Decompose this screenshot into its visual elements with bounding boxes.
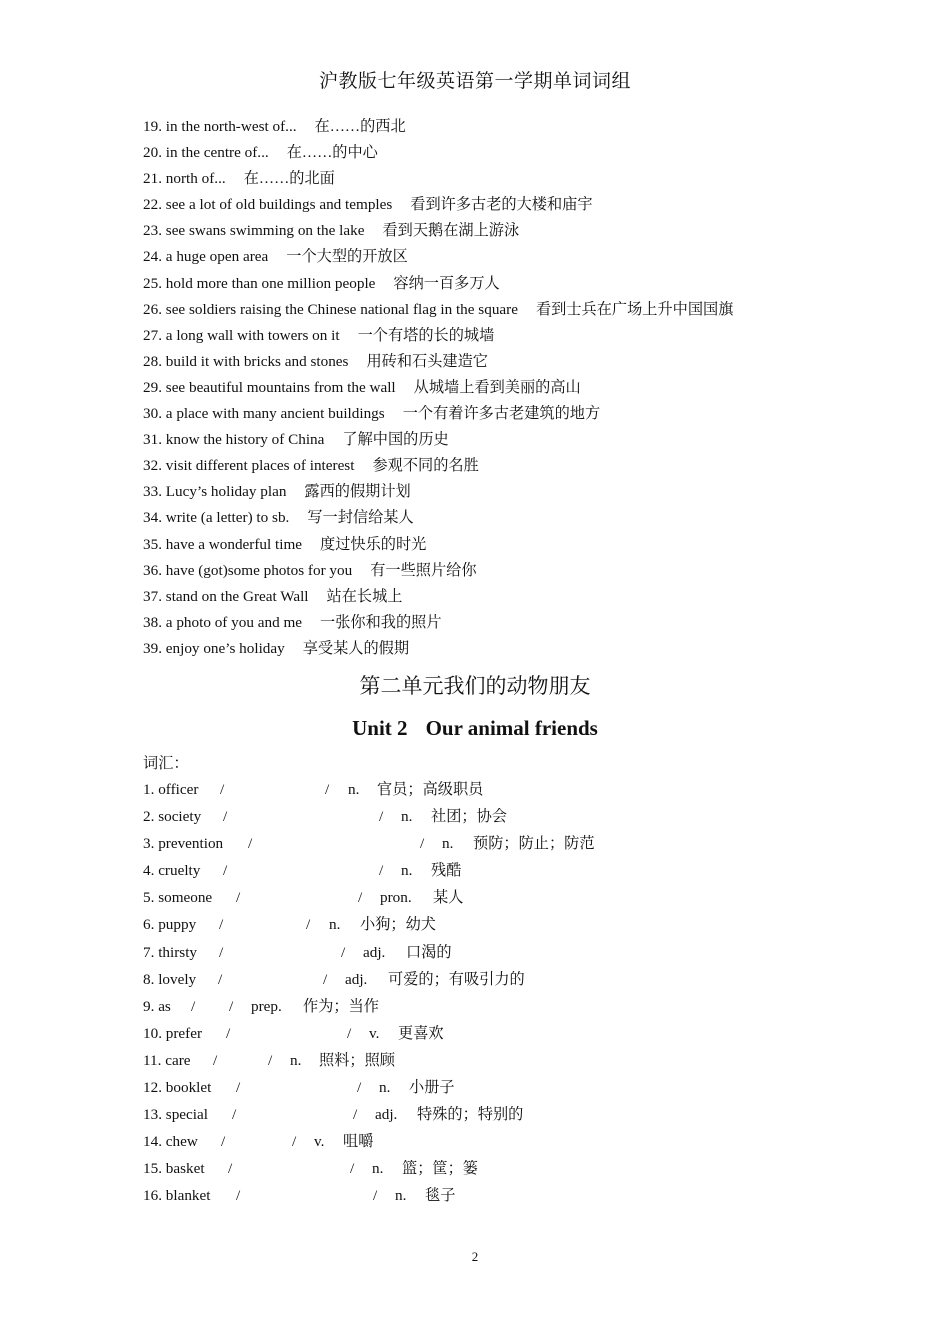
vocab-pos: n. <box>442 835 454 853</box>
vocab-meaning: 小册子 <box>409 1079 455 1097</box>
vocab-word: 11. care <box>143 1051 191 1069</box>
vocab-pos: pron. <box>380 889 412 907</box>
phrase-row <box>143 375 903 401</box>
vocab-word: 14. chew <box>143 1133 198 1151</box>
unit-title-en <box>0 716 950 741</box>
phrase-cn: 一个有着许多古老建筑的地方 <box>402 405 601 423</box>
phrase-cn: 容纳一百多万人 <box>393 274 500 292</box>
phrase-en: 28. build it with bricks and stones <box>143 352 349 370</box>
unit-number: Unit 2 <box>352 716 408 740</box>
unit-name: Our animal friends <box>425 716 598 740</box>
phrase-cn: 参观不同的名胜 <box>372 457 479 475</box>
vocab-slash-close: / <box>379 808 384 826</box>
phrase-en: 21. north of... <box>143 170 226 188</box>
vocab-pos: n. <box>372 1160 384 1178</box>
phrase-en: 33. Lucy’s holiday plan <box>143 483 287 501</box>
vocab-word: 10. prefer <box>143 1024 203 1042</box>
phrase-row <box>143 610 903 636</box>
vocab-slash-close: / <box>358 889 363 907</box>
vocab-slash-close: / <box>268 1051 273 1069</box>
vocab-meaning: 某人 <box>433 889 464 907</box>
vocab-slash-close: / <box>350 1160 355 1178</box>
phrase-row <box>143 558 903 584</box>
phrase-cn: 用砖和石头建造它 <box>366 352 488 370</box>
vocab-pos: n. <box>401 808 413 826</box>
phrase-row <box>143 453 903 479</box>
vocab-slash-open: / <box>248 835 253 853</box>
vocab-slash-open: / <box>232 1106 237 1124</box>
vocab-word: 16. blanket <box>143 1187 211 1205</box>
vocab-word: 2. society <box>143 808 202 826</box>
vocab-slash-close: / <box>229 997 234 1015</box>
vocab-meaning: 可爱的；有吸引力的 <box>388 970 525 988</box>
vocab-meaning: 官员；高级职员 <box>377 781 484 798</box>
vocab-pos: n. <box>379 1079 391 1097</box>
vocab-word: 7. thirsty <box>143 943 198 961</box>
phrase-cn: 在……的中心 <box>286 144 378 162</box>
vocab-slash-open: / <box>236 1187 241 1205</box>
vocab-slash-close: / <box>373 1187 378 1205</box>
phrase-en: 19. in the north-west of... <box>143 118 297 135</box>
vocab-row <box>143 1155 903 1182</box>
vocab-word: 1. officer <box>143 781 199 798</box>
phrase-list <box>143 114 903 662</box>
vocab-slash-open: / <box>223 862 228 880</box>
vocab-row <box>143 857 903 884</box>
phrase-cn: 看到士兵在广场上升中国国旗 <box>535 300 734 318</box>
vocab-row <box>143 911 903 938</box>
vocab-word: 4. cruelty <box>143 862 201 880</box>
vocab-meaning: 更喜欢 <box>398 1024 444 1042</box>
vocab-slash-close: / <box>357 1079 362 1097</box>
phrase-row <box>143 349 903 375</box>
phrase-en: 36. have (got)some photos for you <box>143 561 353 579</box>
vocab-label: 词汇： <box>143 755 189 772</box>
vocab-word: 13. special <box>143 1106 208 1124</box>
vocab-slash-close: / <box>341 943 346 961</box>
vocab-word: 6. puppy <box>143 916 197 934</box>
vocab-meaning: 篮；筐；篓 <box>402 1160 478 1178</box>
vocab-slash-open: / <box>221 1133 226 1151</box>
phrase-en: 22. see a lot of old buildings and temples <box>143 196 393 214</box>
vocab-pos: adj. <box>363 943 386 961</box>
phrase-en: 27. a long wall with towers on it <box>143 326 340 344</box>
vocab-pos: n. <box>401 862 413 880</box>
vocab-row <box>143 803 903 830</box>
phrase-cn: 一个有塔的长的城墙 <box>357 326 495 344</box>
phrase-row <box>143 271 903 297</box>
vocab-slash-open: / <box>236 889 241 907</box>
phrase-row <box>143 532 903 558</box>
phrase-en: 38. a photo of you and me <box>143 613 303 631</box>
vocab-meaning: 咀嚼 <box>343 1133 374 1151</box>
vocab-list <box>143 776 903 1210</box>
phrase-row <box>143 192 903 218</box>
vocab-slash-open: / <box>219 916 224 934</box>
vocab-word: 3. prevention <box>143 835 224 853</box>
vocab-word: 9. as <box>143 997 171 1015</box>
vocab-meaning: 照料；照顾 <box>319 1051 395 1069</box>
vocab-slash-open: / <box>191 997 196 1015</box>
vocab-row <box>143 1101 903 1128</box>
vocab-meaning: 小狗；幼犬 <box>360 916 436 934</box>
vocab-pos: adj. <box>345 970 368 988</box>
phrase-row <box>143 323 903 349</box>
vocab-slash-close: / <box>379 862 384 880</box>
vocab-slash-close: / <box>325 781 330 798</box>
vocab-slash-open: / <box>213 1051 218 1069</box>
vocab-row <box>143 939 903 966</box>
phrase-cn: 享受某人的假期 <box>302 639 410 657</box>
vocab-word: 5. someone <box>143 889 213 907</box>
vocab-row <box>143 993 903 1020</box>
vocab-slash-open: / <box>228 1160 233 1178</box>
phrase-row <box>143 166 903 192</box>
vocab-slash-open: / <box>236 1079 241 1097</box>
vocab-row <box>143 1128 903 1155</box>
vocab-pos: v. <box>314 1133 325 1151</box>
phrase-cn: 看到许多古老的大楼和庙宇 <box>410 196 593 214</box>
vocab-row <box>143 1047 903 1074</box>
phrase-row <box>143 244 903 270</box>
phrase-row <box>143 297 903 323</box>
page-number: 2 <box>471 1249 479 1264</box>
vocab-row <box>143 830 903 857</box>
phrase-cn: 度过快乐的时光 <box>320 535 427 553</box>
phrase-cn: 站在长城上 <box>326 587 403 605</box>
phrase-row <box>143 584 903 610</box>
phrase-cn: 看到天鹅在湖上游泳 <box>382 222 520 240</box>
vocab-pos: n. <box>290 1051 302 1069</box>
phrase-cn: 了解中国的历史 <box>342 431 449 449</box>
phrase-en: 32. visit different places of interest <box>143 457 355 475</box>
vocab-row <box>143 884 903 911</box>
vocab-meaning: 毯子 <box>425 1187 456 1205</box>
vocab-slash-open: / <box>218 970 223 988</box>
vocab-slash-close: / <box>353 1106 358 1124</box>
vocab-pos: prep. <box>251 997 282 1015</box>
phrase-row <box>143 218 903 244</box>
phrase-en: 20. in the centre of... <box>143 144 269 162</box>
phrase-cn: 写一封信给某人 <box>307 509 414 527</box>
phrase-row <box>143 636 903 662</box>
vocab-slash-close: / <box>420 835 425 853</box>
vocab-row <box>143 1074 903 1101</box>
vocab-slash-open: / <box>226 1024 231 1042</box>
phrase-cn: 在……的西北 <box>314 118 406 135</box>
vocab-slash-open: / <box>220 781 225 798</box>
vocab-meaning: 特殊的；特别的 <box>417 1106 524 1124</box>
phrase-en: 35. have a wonderful time <box>143 535 302 553</box>
vocab-row <box>143 1020 903 1047</box>
phrase-row <box>143 140 903 166</box>
phrase-cn: 有一些照片给你 <box>370 561 477 579</box>
phrase-row <box>143 505 903 531</box>
phrase-en: 31. know the history of China <box>143 431 325 449</box>
vocab-slash-open: / <box>219 943 224 961</box>
vocab-slash-close: / <box>292 1133 297 1151</box>
vocab-row <box>143 776 903 803</box>
vocab-slash-close: / <box>323 970 328 988</box>
vocab-meaning: 预防；防止；防范 <box>473 835 595 853</box>
vocab-pos: v. <box>369 1024 380 1042</box>
vocab-word: 15. basket <box>143 1160 205 1178</box>
phrase-row <box>143 479 903 505</box>
vocab-word: 12. booklet <box>143 1079 212 1097</box>
phrase-cn: 一张你和我的照片 <box>320 613 442 631</box>
phrase-en: 30. a place with many ancient buildings <box>143 405 385 423</box>
vocab-pos: adj. <box>375 1106 398 1124</box>
phrase-en: 26. see soldiers raising the Chinese national flag in the square <box>143 300 518 318</box>
vocab-meaning: 残酷 <box>431 862 462 880</box>
phrase-cn: 露西的假期计划 <box>304 483 411 501</box>
phrase-en: 39. enjoy one’s holiday <box>143 639 285 657</box>
phrase-en: 23. see swans swimming on the lake <box>143 222 365 240</box>
vocab-pos: n. <box>329 916 341 934</box>
vocab-meaning: 口渴的 <box>406 943 452 961</box>
phrase-en: 24. a huge open area <box>143 248 269 266</box>
phrase-cn: 一个大型的开放区 <box>286 248 408 266</box>
vocab-slash-open: / <box>223 808 228 826</box>
phrase-row <box>143 401 903 427</box>
unit-title-cn: 第二单元我们的动物朋友 <box>359 674 591 698</box>
vocab-slash-close: / <box>347 1024 352 1042</box>
vocab-row <box>143 966 903 993</box>
vocab-row <box>143 1182 903 1209</box>
vocab-pos: n. <box>348 781 360 798</box>
phrase-en: 29. see beautiful mountains from the wall <box>143 378 396 396</box>
page-header: 沪教版七年级英语第一学期单词词组 <box>318 71 631 92</box>
phrase-cn: 在……的北面 <box>243 170 335 188</box>
vocab-pos: n. <box>395 1187 407 1205</box>
vocab-meaning: 社团；协会 <box>431 808 507 826</box>
phrase-en: 37. stand on the Great Wall <box>143 587 309 605</box>
phrase-row <box>143 427 903 453</box>
vocab-word: 8. lovely <box>143 970 197 988</box>
phrase-en: 25. hold more than one million people <box>143 274 376 292</box>
vocab-slash-close: / <box>306 916 311 934</box>
phrase-row <box>143 114 903 140</box>
phrase-cn: 从城墙上看到美丽的高山 <box>413 378 581 396</box>
vocab-meaning: 作为；当作 <box>303 997 379 1015</box>
phrase-en: 34. write (a letter) to sb. <box>143 509 290 527</box>
